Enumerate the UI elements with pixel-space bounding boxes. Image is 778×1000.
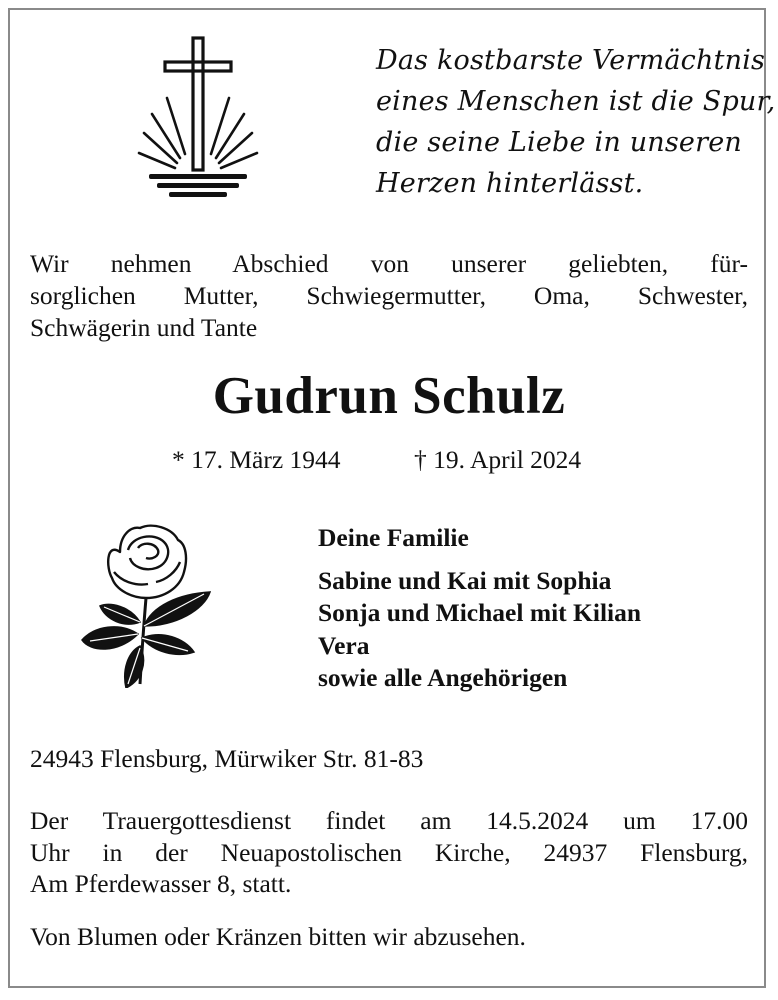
family-member: Vera	[318, 630, 370, 660]
quote	[376, 40, 775, 204]
intro-text	[30, 248, 748, 344]
intro-line: Schwägerin und Tante	[30, 313, 258, 342]
address: 24943 Flensburg, Mürwiker Str. 81-83	[30, 744, 424, 773]
family-heading: Deine Familie	[318, 523, 469, 552]
family-block	[318, 522, 641, 695]
intro-line: sorglichen Mutter, Schwiegermutter, Oma, Schwester,	[30, 281, 748, 310]
rose-icon	[80, 522, 214, 688]
service-line: Uhr in der Neuapostolischen Kirche, 24937 Flensburg,	[30, 837, 748, 867]
service-line: Der Trauergottesdienst findet am 14.5.2024 um 17.00	[30, 806, 748, 835]
quote-line: Das kostbarste Vermächtnis	[376, 45, 766, 76]
birth-date: * 17. März 1944	[172, 445, 341, 474]
quote-line: Herzen hinterlässt.	[376, 168, 644, 199]
closing-note: Von Blumen oder Kränzen bitten wir abzusehen.	[30, 922, 526, 951]
death-date: † 19. April 2024	[414, 445, 582, 474]
intro-line: Wir nehmen Abschied von unserer geliebten, für-	[30, 249, 748, 278]
quote-line: die seine Liebe in unseren	[376, 127, 742, 158]
quote-line: eines Menschen ist die Spur,	[376, 86, 776, 117]
service-line: Am Pferdewasser 8, statt.	[30, 869, 292, 898]
service-text	[30, 805, 748, 900]
deceased-name: Gudrun Schulz	[212, 367, 566, 425]
family-member: Sonja und Michael mit Kilian	[318, 598, 642, 627]
family-member: sowie alle Angehörigen	[318, 663, 568, 692]
cross-sunrise-icon	[135, 36, 265, 204]
family-member: Sabine und Kai mit Sophia	[318, 565, 612, 595]
